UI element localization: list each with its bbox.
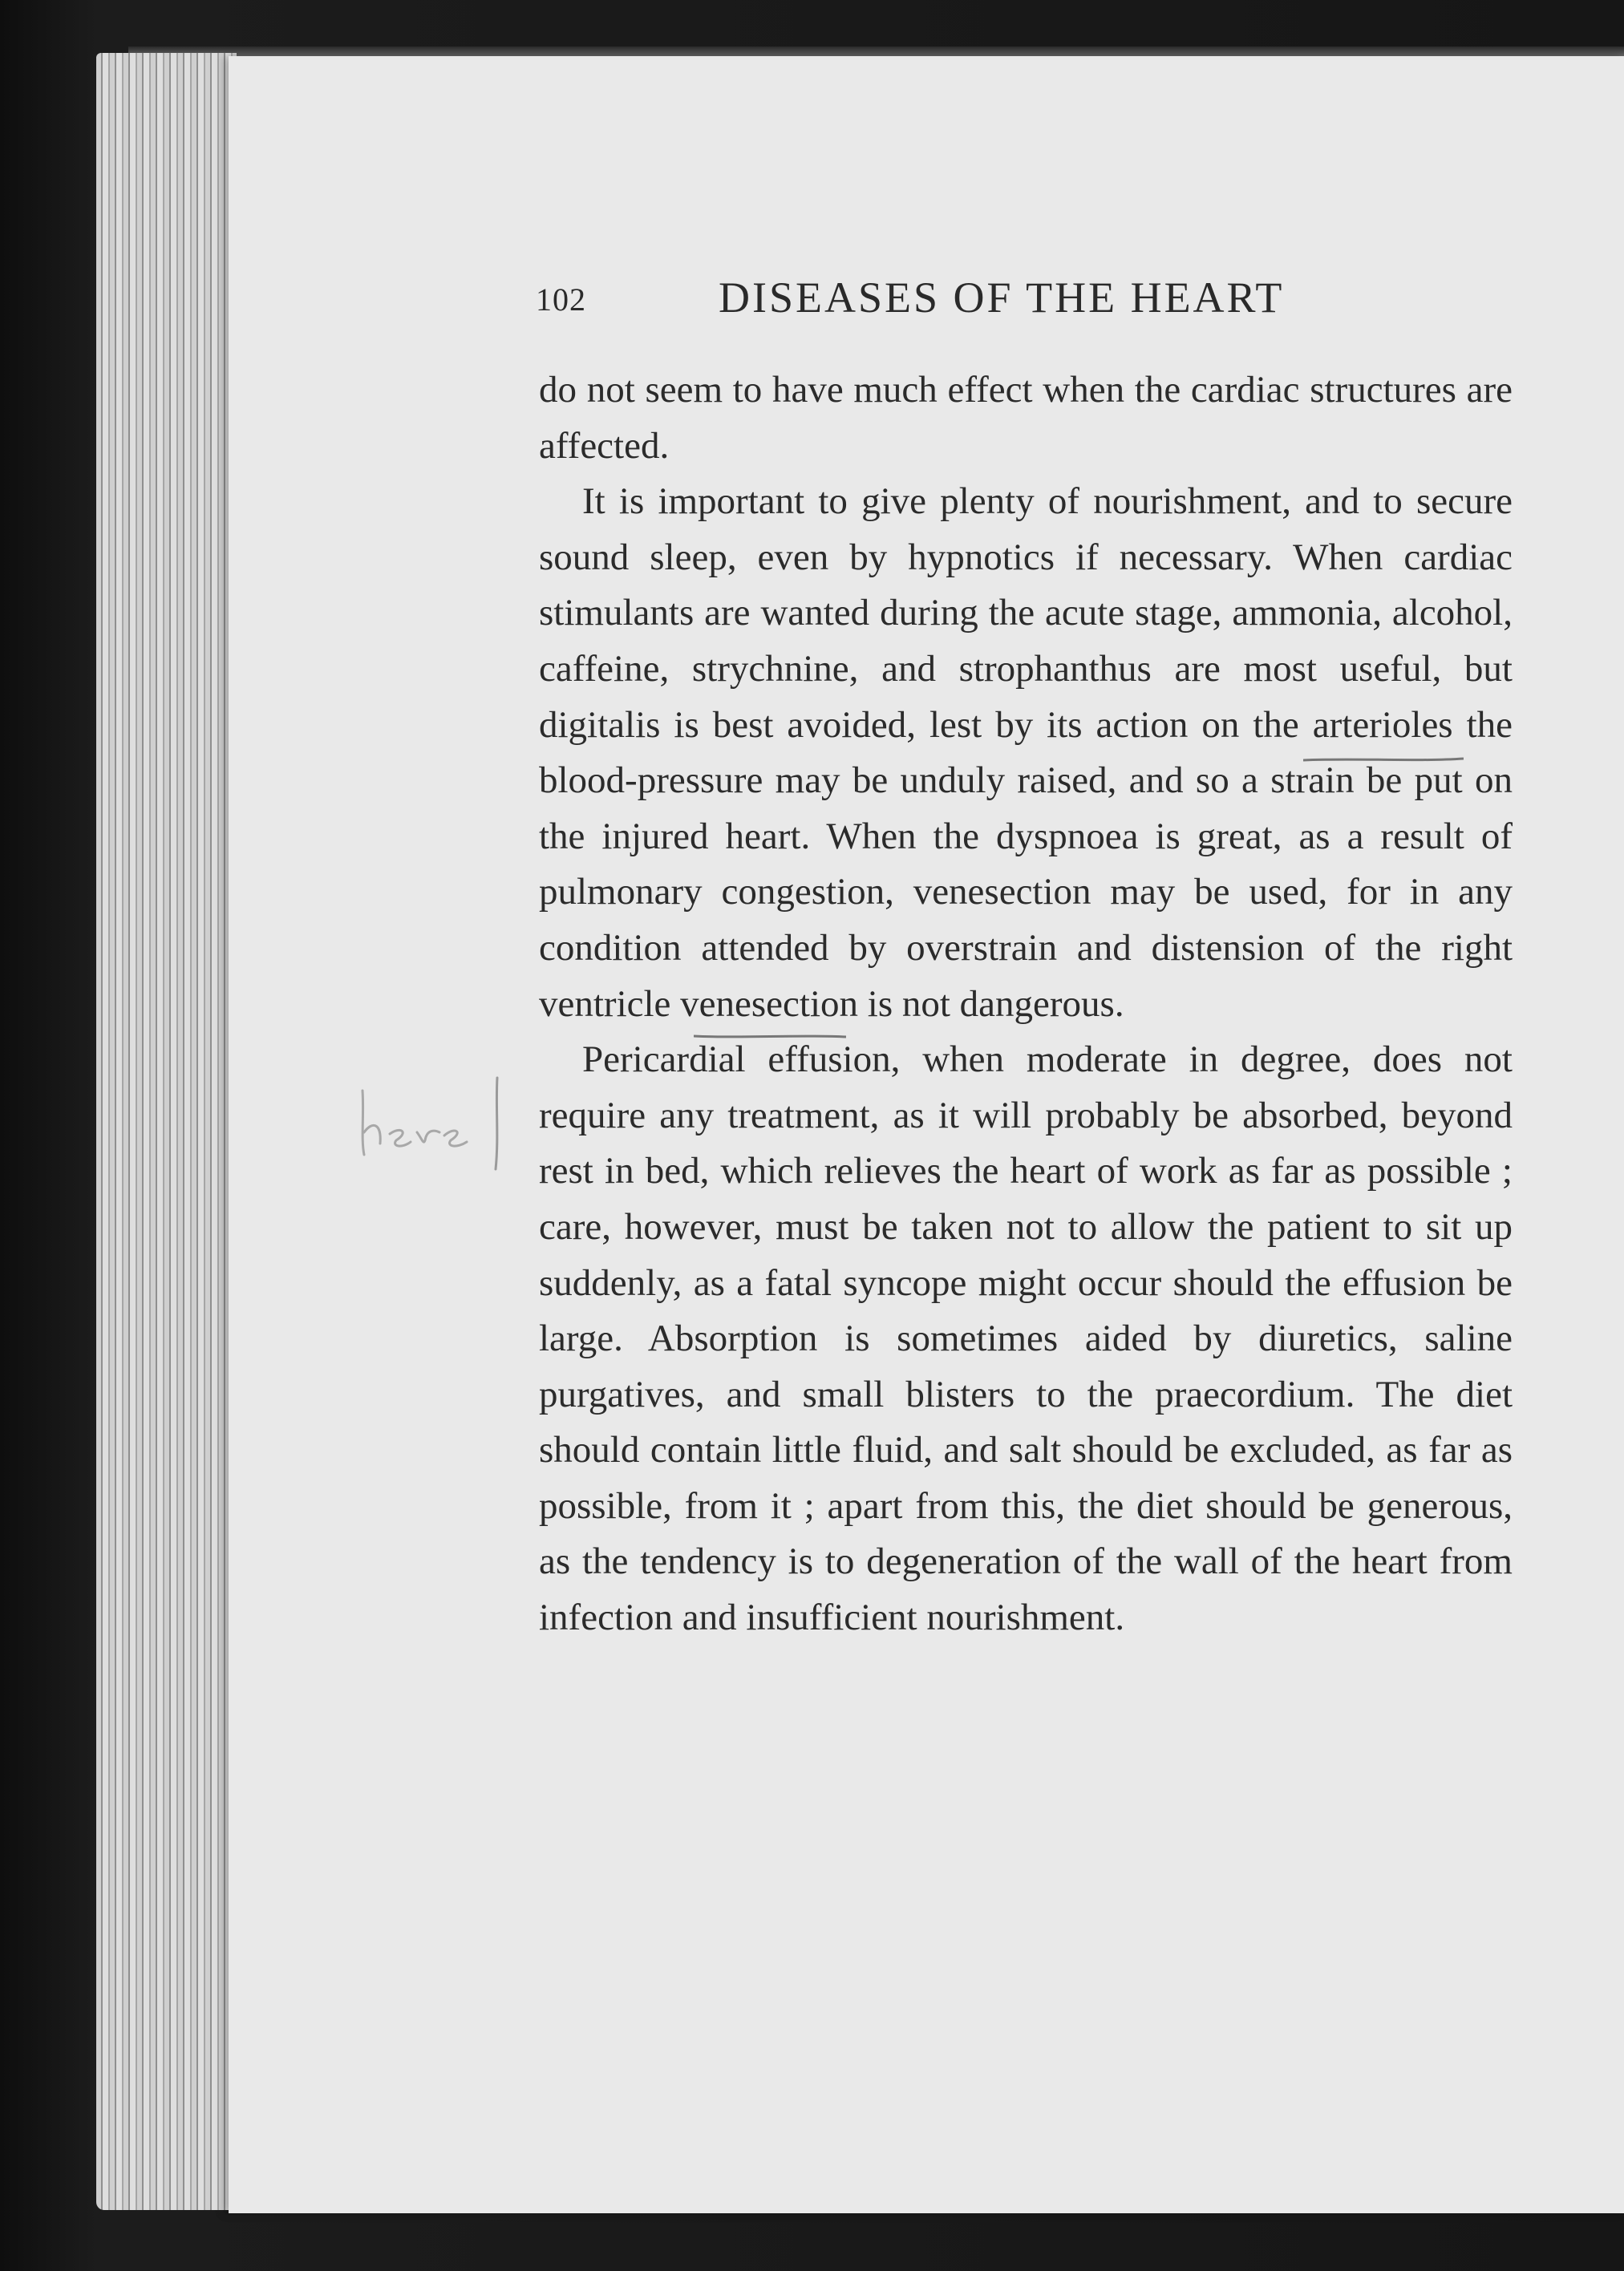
book-page-edges [96, 53, 237, 2210]
pencil-underline-digitalis [1303, 752, 1464, 759]
paragraph-pericardial-effusion: Pericardial effusion, when moderate in degree, does not require any treatment, as it will probably be absorbed, beyond rest in bed, which relieves the heart of work as far as possible ; care, however, must be taken not to allow the patient to sit up suddenly, as a fatal syncope might occur should the effusion be large. Absorption is sometimes aided by diuretics, saline purgatives, and small blisters to the praecordium. The diet should contain little fluid, and salt should be excluded, as far as possible, from it ; apart from this, the diet should be generous, as the tendency is to degeneration of the wall of the heart from infection and insufficient nourishment. [539, 1038, 1513, 1639]
pencil-note-handwriting [353, 1075, 505, 1171]
page-number: 102 [536, 281, 586, 318]
pencil-margin-note [353, 1075, 505, 1171]
body-text [539, 362, 1513, 1646]
paragraph-treatment: It is important to give plenty of nourishment, and to secure sound sleep, even by hypnotics if necessary. When cardiac stimulants are wanted during the acute stage, ammonia, alcohol, caffeine, strychnine, and strophanthus are most useful, but digitalis is best avoided, lest by its action on the arterioles the blood-pressure may be unduly raised, and so a strain be put on the injured heart. When the dyspnoea is great, as a result of pulmonary congestion, venesection may be used, for in any condition attended by overstrain and distension of the right ventricle venesection is not dangerous. [539, 480, 1513, 1025]
running-title: DISEASES OF THE HEART [719, 273, 1285, 322]
paragraph-continuation: do not seem to have much effect when the cardiac structures are affected. [539, 369, 1513, 467]
pencil-underline-venesection [694, 1029, 846, 1035]
page-header [536, 273, 1514, 329]
